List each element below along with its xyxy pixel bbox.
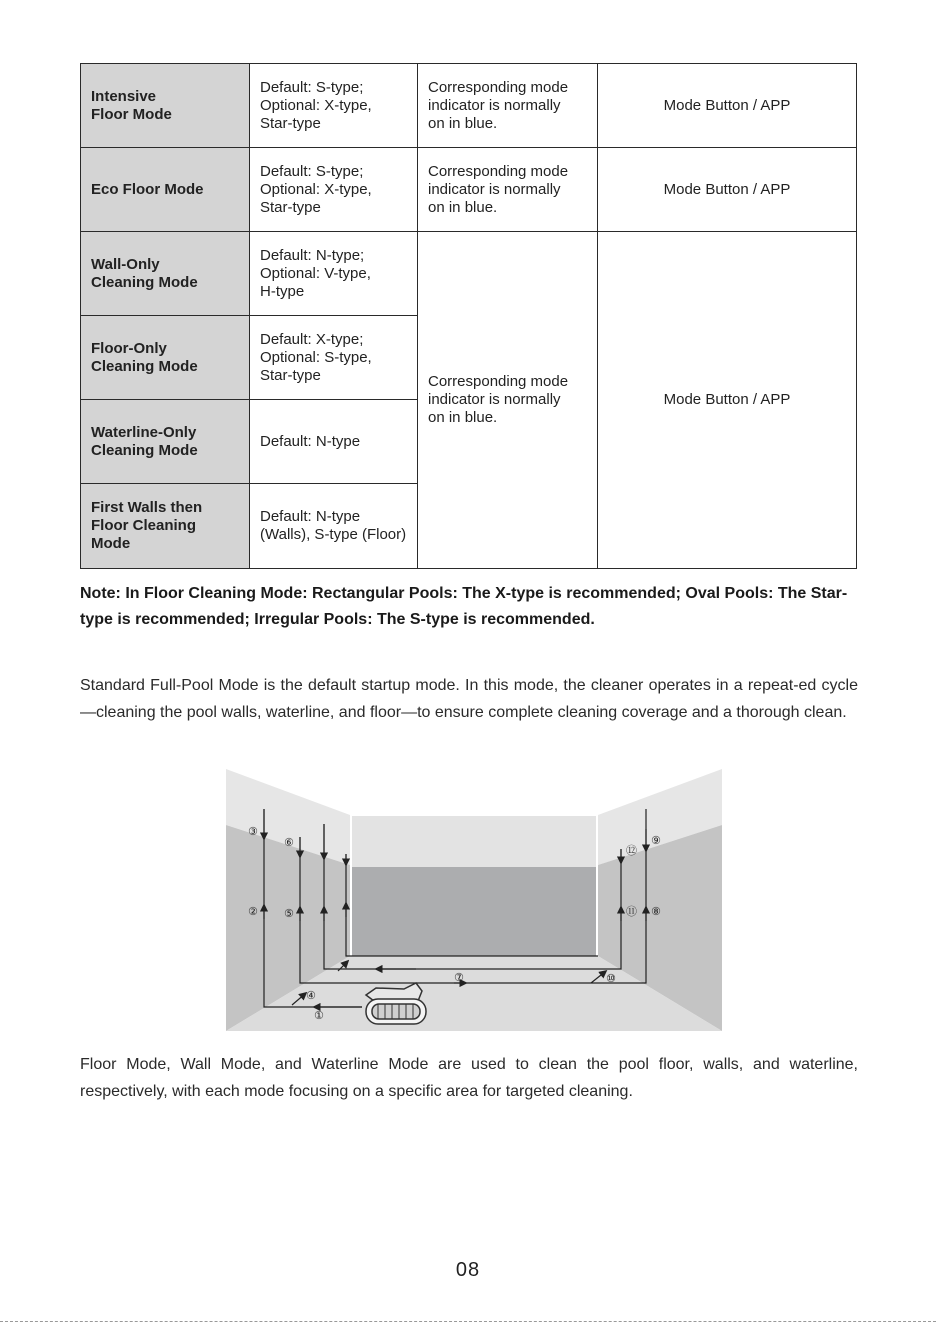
step-label-9: ⑨	[651, 834, 661, 847]
page-number: 08	[455, 1259, 481, 1281]
back-wall-water	[352, 867, 596, 956]
pool-robot-icon	[366, 983, 426, 1024]
mode-name-cell	[81, 64, 250, 148]
indicator-cell	[418, 64, 598, 148]
path-cell	[250, 400, 418, 484]
mode-description-paragraph: Floor Mode, Wall Mode, and Waterline Mode are used to clean the pool floor, walls, and waterline, respectively, with each mode focusing on a specific area for targeted cleaning.	[80, 1056, 858, 1100]
indicator-cell	[418, 148, 598, 232]
control-cell	[598, 148, 857, 232]
path-cell	[250, 484, 418, 569]
step-label-8: ⑧	[651, 905, 661, 918]
pool-cleaning-path-diagram	[226, 769, 722, 1031]
path-type: Default: X-type; Optional: S-type, Star-type	[260, 330, 372, 384]
mode-name-cell	[81, 148, 250, 232]
step-label-3: ③	[248, 825, 258, 838]
mode-name: Floor-Only Cleaning Mode	[91, 339, 198, 375]
mode-name: Waterline-Only Cleaning Mode	[91, 423, 198, 459]
path-cell	[250, 316, 418, 400]
mode-name: Eco Floor Mode	[91, 180, 204, 198]
control-cell	[598, 232, 857, 569]
path-type: Default: N-type	[260, 432, 361, 450]
step-label-5: ⑤	[284, 907, 294, 920]
back-wall-top	[352, 816, 596, 867]
mode-name-cell	[81, 484, 250, 569]
mode-name: Wall-Only Cleaning Mode	[91, 255, 198, 291]
mode-name-cell	[81, 316, 250, 400]
control-text: Mode Button / APP	[663, 180, 791, 198]
control-text: Mode Button / APP	[663, 96, 791, 114]
control-cell	[598, 64, 857, 148]
table-row	[81, 232, 857, 316]
step-label-7: ⑦	[454, 971, 464, 984]
table-row	[81, 64, 857, 148]
indicator-text: Corresponding mode indicator is normally on in blue.	[428, 162, 569, 216]
path-cell	[250, 64, 418, 148]
mode-name-cell	[81, 232, 250, 316]
control-text: Mode Button / APP	[663, 391, 791, 408]
path-cell	[250, 232, 418, 316]
mode-name: First Walls then Floor Cleaning Mode	[91, 499, 203, 552]
step-label-11: ⑪	[626, 905, 637, 918]
step-label-10: ⑩	[606, 972, 616, 985]
indicator-cell	[418, 232, 598, 569]
path-type: Default: S-type; Optional: X-type, Star-type	[260, 162, 372, 216]
indicator-text: Corresponding mode indicator is normally on in blue.	[428, 78, 569, 132]
step-label-2: ②	[248, 905, 258, 918]
path-type: Default: S-type; Optional: X-type, Star-type	[260, 78, 372, 132]
step-label-1: ①	[314, 1009, 324, 1022]
step-label-12: ⑫	[626, 844, 637, 857]
recommendation-note: Note: In Floor Cleaning Mode: Rectangular Pools: The X-type is recommended; Oval Pools: The Star-type is recommended; Irregular Pools: The S-type is recommended.	[80, 585, 848, 628]
path-cell	[250, 148, 418, 232]
full-pool-mode-paragraph: Standard Full-Pool Mode is the default startup mode. In this mode, the cleaner operates in a repeat-ed cycle—cleaning the pool walls, waterline, and floor—to ensure complete cleaning coverage and a thorough clean.	[80, 677, 858, 721]
mode-name: Intensive Floor Mode	[91, 87, 172, 123]
step-label-4: ④	[306, 989, 316, 1002]
table-row	[81, 148, 857, 232]
path-type: Default: N-type; Optional: V-type, H-type	[260, 246, 371, 300]
mode-name-cell	[81, 400, 250, 484]
mode-table	[80, 63, 857, 569]
path-type: Default: N-type (Walls), S-type (Floor)	[260, 508, 407, 543]
indicator-text: Corresponding mode indicator is normally on in blue.	[428, 373, 569, 426]
step-label-6: ⑥	[284, 836, 294, 849]
page-bottom-rule	[0, 1321, 936, 1322]
